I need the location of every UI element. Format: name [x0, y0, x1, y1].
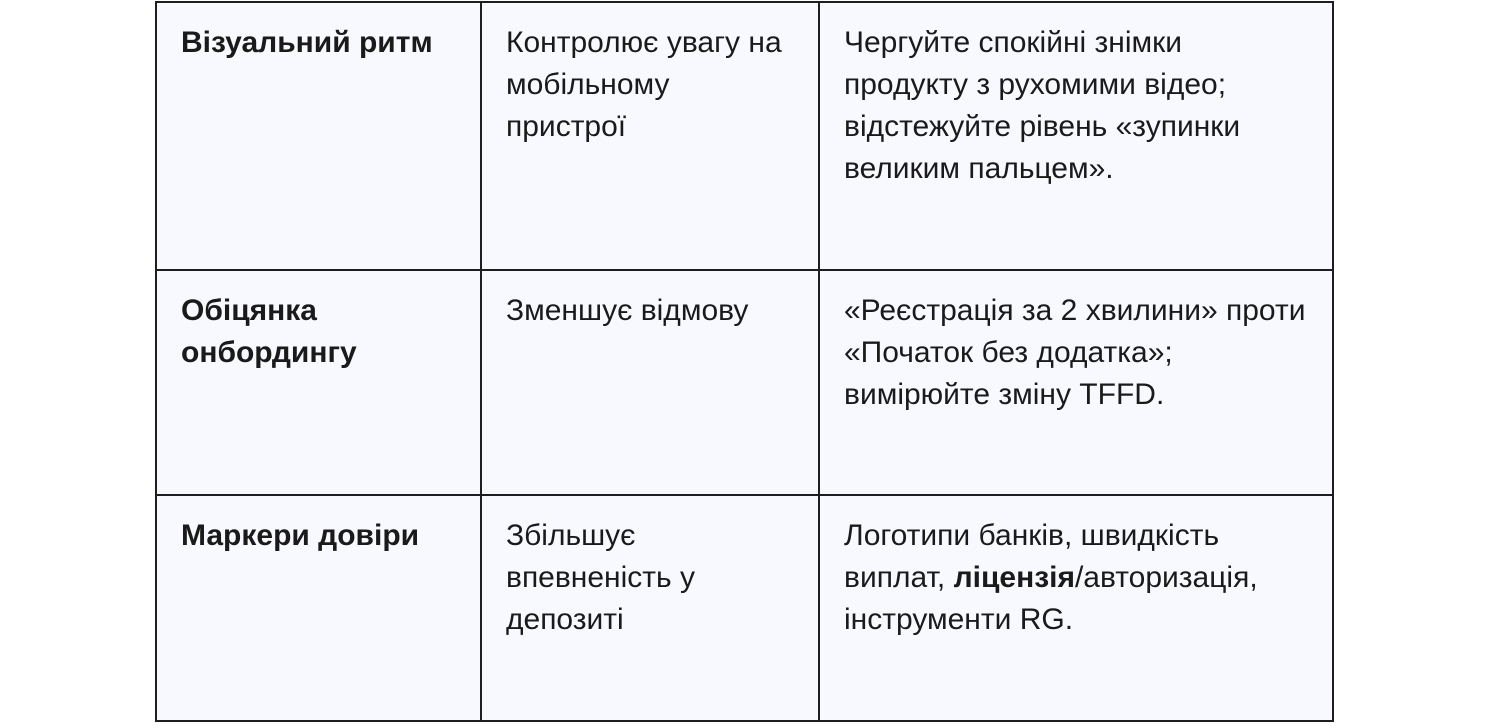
row-effect-cell: Збільшує впевненість у депозиті — [481, 495, 819, 721]
row-effect-cell: Контролює увагу на мобільному пристрої — [481, 2, 819, 270]
row-factor-cell: Обіцянка онбордингу — [156, 270, 481, 495]
action-text-start: Логотипи банків, швидкість виплат, — [844, 519, 1220, 594]
action-text-bold: ліцензія — [953, 561, 1075, 594]
row-factor-cell: Маркери довіри — [156, 495, 481, 721]
row-effect-cell: Зменшує відмову — [481, 270, 819, 495]
table-row — [156, 2, 1333, 270]
row-factor-cell: Візуальний ритм — [156, 2, 481, 270]
row-action-cell: «Реєстрація за 2 хвилини» проти «Початок без додатка»; вимірюйте зміну TFFD. — [819, 270, 1333, 495]
row-action-cell — [819, 495, 1333, 721]
action-text-end: /авторизація, інструменти RG. — [844, 561, 1258, 636]
table-row — [156, 495, 1333, 721]
row-action-cell: Чергуйте спокійні знімки продукту з рухомими відео; відстежуйте рівень «зупинки великим пальцем». — [819, 2, 1333, 270]
comparison-table — [155, 1, 1334, 722]
table-row — [156, 270, 1333, 495]
